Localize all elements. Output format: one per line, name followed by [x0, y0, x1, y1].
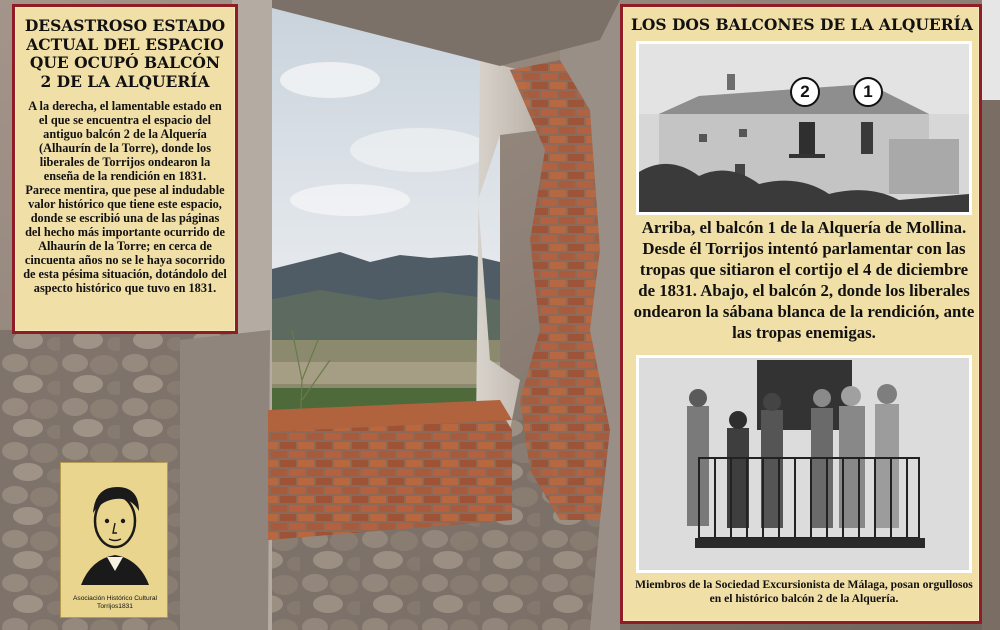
balcony-2-historic-photo: [636, 355, 972, 573]
historic-photo-caption: Miembros de la Sociedad Excursionista de Málaga, posan orgullosos en el histórico balcón 2 de la Alquería.: [635, 578, 973, 605]
left-info-panel: [12, 4, 238, 334]
association-logo: [60, 462, 168, 618]
alqueria-building-illustration: [639, 44, 969, 212]
alqueria-building-photo: [636, 41, 972, 215]
association-logo-caption: [61, 595, 169, 611]
left-panel-paragraph-1: A la derecha, el lamentable estado en el que se encuentra el espacio del antiguo balcón 2 de la Alquería (Alhaurín de la Torre), donde los liberales de Torrijos ondearon la enseña de la rendición en 1831.: [28, 99, 222, 183]
association-handle: Torrijos1831: [97, 603, 133, 610]
balcony-2-marker: 2: [790, 77, 820, 107]
group-on-balcony-illustration: [639, 358, 969, 570]
left-panel-body: [23, 99, 227, 295]
right-info-panel: [620, 4, 982, 624]
right-panel-title: LOS DOS BALCONES DE LA ALQUERÍA: [631, 15, 973, 34]
right-panel-description: Arriba, el balcón 1 de la Alquería de Mollina. Desde él Torrijos intentó parlamentar con las tropas que sitiaron el cortijo el 4 de diciembre de 1831. Abajo, el balcón 2, donde los liberales ondearon la sábana blanca de la rendición, ante las tropas enemigas.: [633, 218, 975, 342]
association-name: Asociación Histórico Cultural: [73, 595, 157, 602]
left-panel-paragraph-2: Parece mentira, que pese al indudable valor histórico que tiene este espacio, donde se escribió una de las páginas del hecho más importante ocurrido de Alhaurín de la Torre; en cerca de cincuenta años no se le haya socorrido de esta pésima situación, dotándolo del aspecto histórico que tuvo en 1831.: [23, 183, 227, 295]
balcony-1-marker: 1: [853, 77, 883, 107]
left-panel-title: DESASTROSO ESTADO ACTUAL DEL ESPACIO QUE OCUPÓ BALCÓN 2 DE LA ALQUERÍA: [24, 16, 226, 91]
